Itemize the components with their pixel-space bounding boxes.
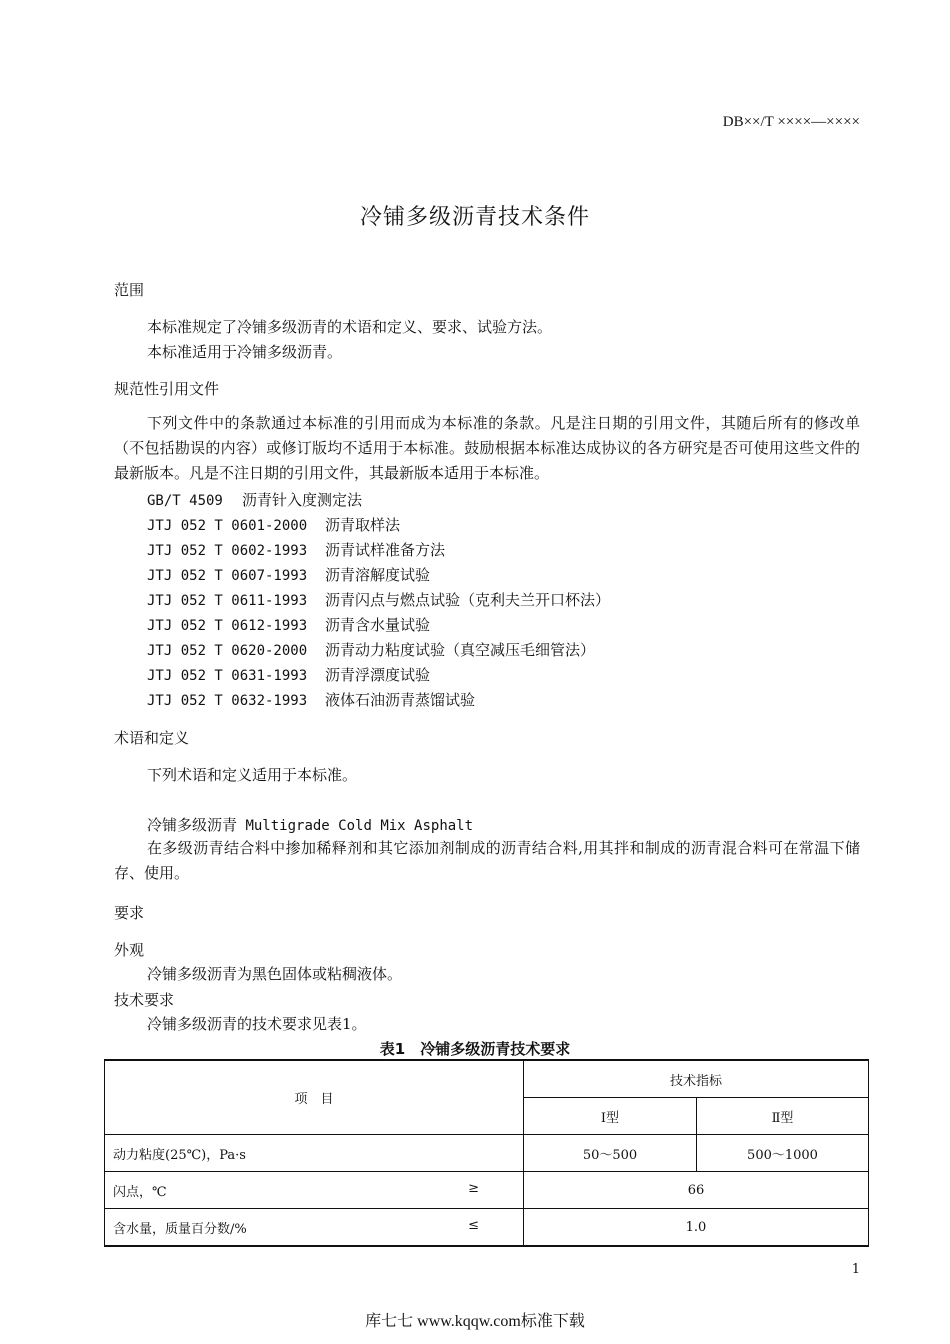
page-number: 1 <box>851 1262 860 1277</box>
subheading-technical: 技术要求 <box>114 991 175 1009</box>
header-indicators: 技术指标 <box>524 1060 869 1098</box>
reference-item: JTJ 052 T 0602-1993 沥青试样准备方法 <box>147 541 446 559</box>
reference-item: JTJ 052 T 0607-1993 沥青溶解度试验 <box>147 566 431 584</box>
reference-item: JTJ 052 T 0612-1993 沥青含水量试验 <box>147 616 431 634</box>
header-type1: Ⅰ型 <box>524 1098 697 1135</box>
scope-line-1: 本标准规定了冷铺多级沥青的术语和定义、要求、试验方法。 <box>147 318 553 336</box>
terms-intro: 下列术语和定义适用于本标准。 <box>147 766 358 784</box>
table-caption: 表1 冷铺多级沥青技术要求 <box>379 1040 571 1058</box>
section-heading-requirements: 要求 <box>114 904 145 922</box>
appearance-text: 冷铺多级沥青为黑色固体或粘稠液体。 <box>147 965 403 983</box>
table-row <box>105 1135 869 1172</box>
section-heading-normative: 规范性引用文件 <box>114 380 220 398</box>
row-value: 1.0 <box>524 1209 869 1247</box>
scope-line-2: 本标准适用于冷铺多级沥青。 <box>147 343 343 361</box>
reference-item: JTJ 052 T 0631-1993 沥青浮漂度试验 <box>147 666 431 684</box>
row-value: 50～500 <box>524 1135 697 1172</box>
table-header-row <box>105 1060 869 1098</box>
standard-code: DB××/T ××××—×××× <box>722 114 860 130</box>
table-row <box>105 1209 869 1247</box>
row-value: 66 <box>524 1172 869 1209</box>
reference-item: JTJ 052 T 0632-1993 液体石油沥青蒸馏试验 <box>147 691 476 709</box>
comparison-symbol: ≤ <box>468 1217 479 1233</box>
row-item: 动力粘度(25℃)，Pa·s <box>105 1135 524 1172</box>
subheading-appearance: 外观 <box>114 941 145 959</box>
header-item: 项 目 <box>105 1060 524 1135</box>
normative-paragraph: 下列文件中的条款通过本标准的引用而成为本标准的条款。凡是注日期的引用文件，其随后所有的修改单（不包括勘误的内容）或修订版均不适用于本标准。鼓励根据本标准达成协议的各方研究是否可使用这些文件的最新版本。凡是不注日期的引用文件，其最新版本适用于本标准。 <box>114 414 860 482</box>
section-heading-terms: 术语和定义 <box>114 729 190 747</box>
requirements-table <box>104 1059 869 1247</box>
row-item: 闪点，℃ ≥ <box>105 1172 524 1209</box>
reference-item: JTJ 052 T 0611-1993 沥青闪点与燃点试验（克利夫兰开口杯法） <box>147 591 611 609</box>
technical-text: 冷铺多级沥青的技术要求见表1。 <box>147 1015 367 1033</box>
document-title: 冷铺多级沥青技术条件 <box>359 205 590 230</box>
header-type2: Ⅱ型 <box>697 1098 869 1135</box>
reference-item: GB/T 4509 沥青针入度测定法 <box>147 491 363 509</box>
term-definition: 在多级沥青结合料中掺加稀释剂和其它添加剂制成的沥青结合料,用其拌和制成的沥青混合料可在常温下储存、使用。 <box>114 839 860 882</box>
term-entry: 冷铺多级沥青 Multigrade Cold Mix Asphalt <box>147 816 474 834</box>
section-heading-scope: 范围 <box>114 281 145 299</box>
footer-watermark: 库七七 www.kqqw.com标准下载 <box>365 1313 585 1330</box>
reference-item: JTJ 052 T 0601-2000 沥青取样法 <box>147 516 401 534</box>
row-value: 500～1000 <box>697 1135 869 1172</box>
table-row <box>105 1172 869 1209</box>
row-item: 含水量，质量百分数/% ≤ <box>105 1209 524 1247</box>
comparison-symbol: ≥ <box>468 1180 479 1196</box>
reference-item: JTJ 052 T 0620-2000 沥青动力粘度试验（真空减压毛细管法） <box>147 641 596 659</box>
